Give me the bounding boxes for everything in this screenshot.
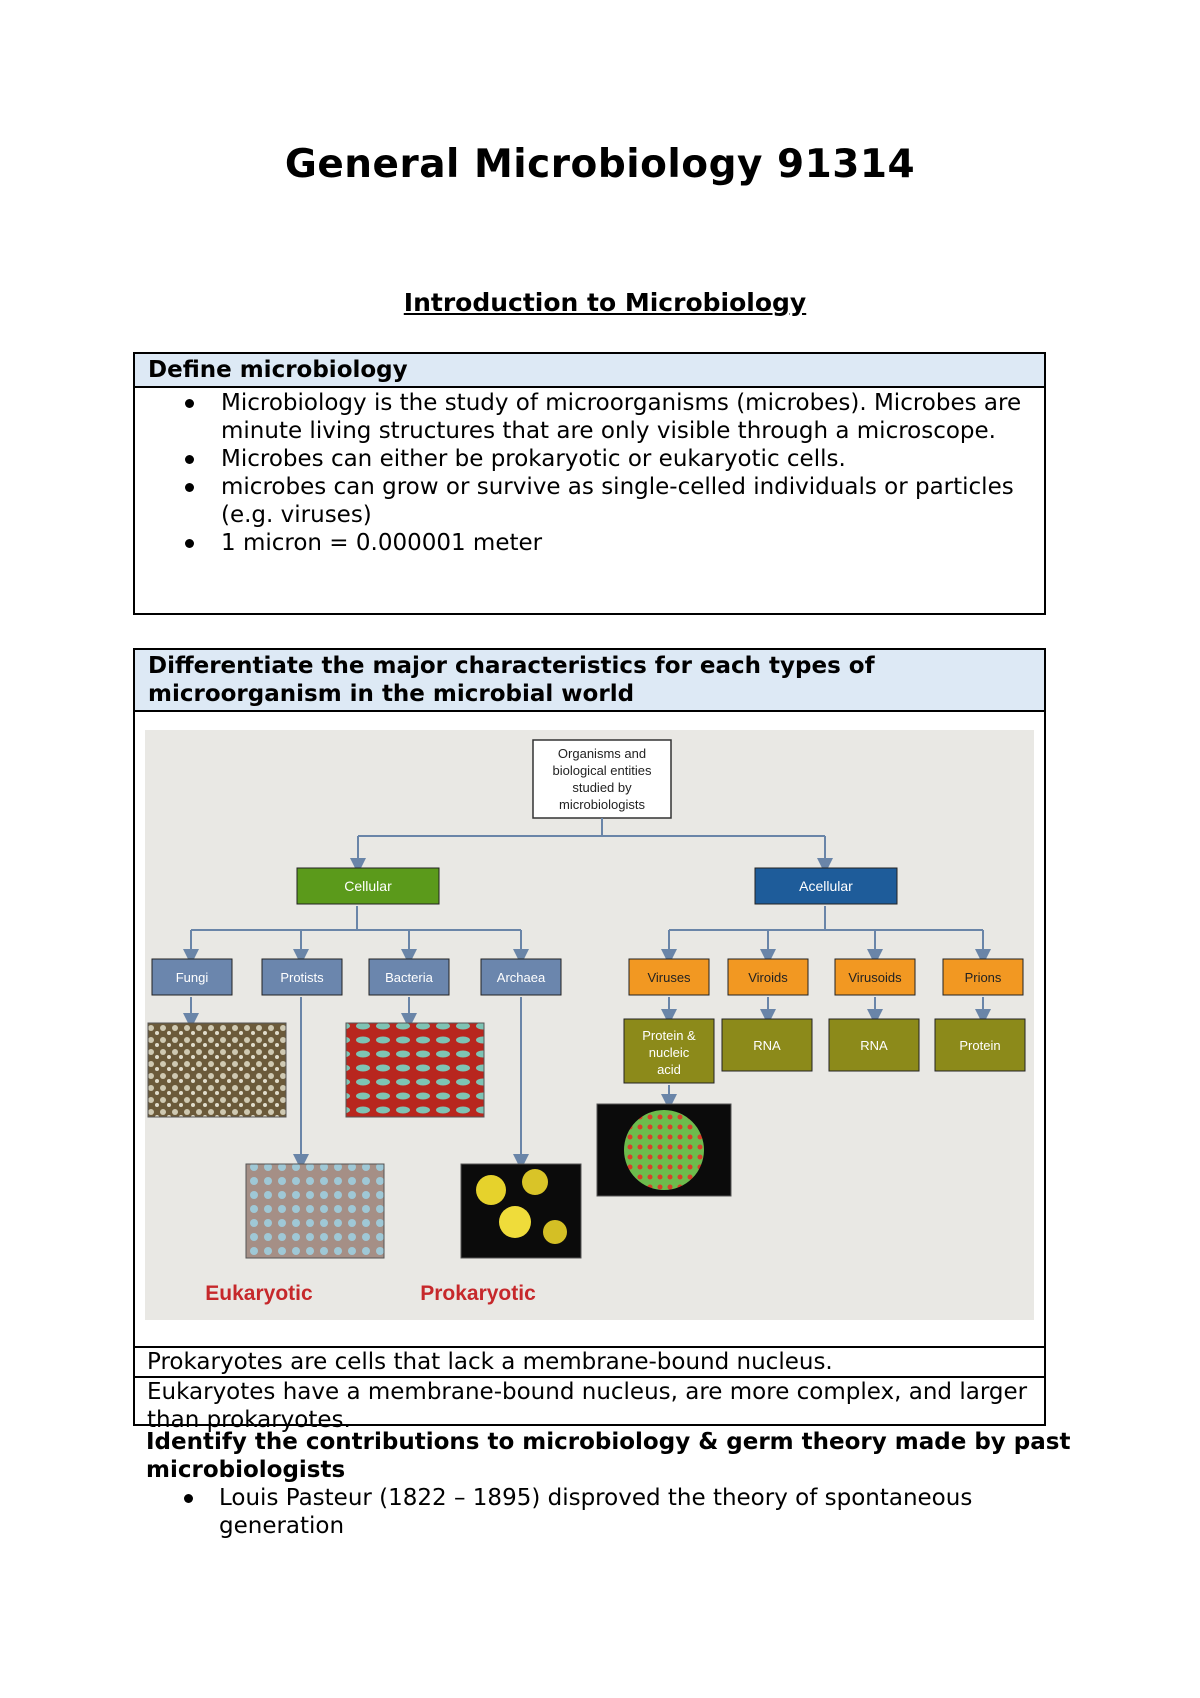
root-label-line: biological entities [552, 763, 652, 778]
diagram-cell [135, 712, 1044, 1348]
germ-theory-section [146, 1428, 1076, 1540]
list-item: Microbes can either be prokaryotic or eukaryotic cells. [135, 445, 1044, 473]
microorganism-characteristics-box [133, 648, 1046, 1433]
viroids-label: Viroids [748, 970, 788, 985]
bullet-list [146, 1484, 1076, 1540]
prions-label: Prions [964, 970, 1002, 985]
box-heading: Define microbiology [135, 354, 1044, 388]
root-label-line: microbiologists [559, 797, 645, 812]
prions-component-label: Protein [959, 1038, 1001, 1053]
list-item: Louis Pasteur (1822 – 1895) disproved the theory of spontaneous generation [146, 1484, 1076, 1540]
component-label-line: nucleic [648, 1045, 690, 1060]
define-microbiology-box [133, 352, 1046, 615]
list-item: microbes can grow or survive as single-celled individuals or particles (e.g. viruses) [135, 473, 1044, 529]
prokaryotes-row: Prokaryotes are cells that lack a membrane-bound nucleus. [135, 1348, 1044, 1378]
bullet-list [135, 388, 1044, 557]
archaea-micrograph [461, 1164, 581, 1258]
viroids-component-label: RNA [753, 1038, 781, 1053]
virusoids-component-label: RNA [860, 1038, 888, 1053]
bacteria-micrograph [346, 1023, 484, 1117]
fungi-label: Fungi [175, 970, 209, 985]
acellular-label: Acellular [799, 878, 853, 894]
section-heading: Identify the contributions to microbiology & germ theory made by past microbiologists [146, 1429, 1071, 1483]
fungi-micrograph [148, 1023, 286, 1117]
viruses-micrograph [597, 1104, 731, 1196]
root-label-line: studied by [572, 780, 632, 795]
component-label-line: Protein & [642, 1028, 696, 1043]
root-label-line: Organisms and [557, 746, 647, 761]
prokaryotic-label: Prokaryotic [420, 1282, 536, 1305]
list-item: 1 micron = 0.000001 meter [135, 529, 1044, 557]
eukaryotes-row: Eukaryotes have a membrane-bound nucleus, are more complex, and larger than prokaryotes. [147, 1379, 1028, 1433]
protists-micrograph [246, 1164, 384, 1258]
microbial-world-diagram [135, 712, 1044, 1346]
cellular-label: Cellular [344, 878, 392, 894]
list-item: Microbiology is the study of microorganisms (microbes). Microbes are minute living structures that are only visible through a microscope. [135, 389, 1044, 445]
archaea-label: Archaea [496, 970, 546, 985]
eukaryotic-label: Eukaryotic [205, 1282, 313, 1305]
section-subtitle: Introduction to Microbiology [403, 288, 807, 317]
component-label-line: acid [657, 1062, 681, 1077]
protists-label: Protists [280, 970, 324, 985]
bacteria-label: Bacteria [385, 970, 433, 985]
box-heading: Differentiate the major characteristics for each types of microorganism in the microbial world [135, 650, 1044, 712]
virusoids-label: Virusoids [848, 970, 902, 985]
viruses-label: Viruses [647, 970, 691, 985]
document-title: General Microbiology 91314 [284, 142, 916, 187]
